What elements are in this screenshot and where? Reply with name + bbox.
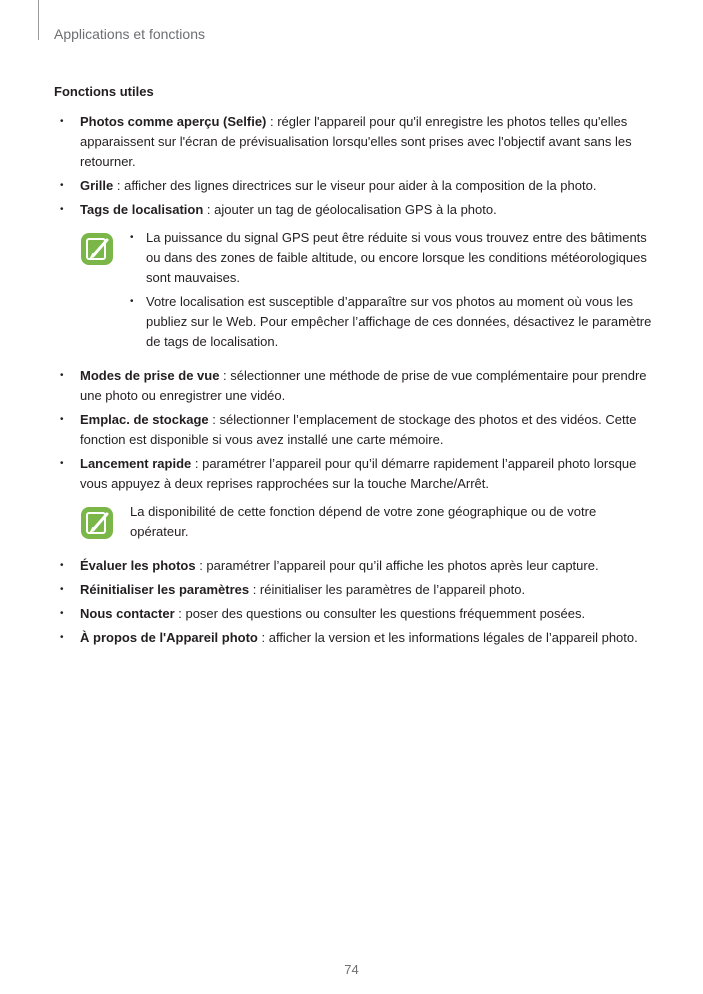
bullet: • (130, 296, 134, 307)
item-term: Lancement rapide (80, 456, 192, 471)
bullet: • (60, 204, 64, 215)
list-item-storage-location (54, 410, 654, 450)
list-item-contact-us (54, 604, 654, 624)
item-term: Évaluer les photos (80, 558, 196, 573)
item-term: Emplac. de stockage (80, 412, 209, 427)
note-item (130, 292, 654, 352)
note-quick-launch (80, 502, 654, 542)
note-text: La disponibilité de cette fonction dépend de votre zone géographique ou de votre opérateur. (130, 504, 597, 539)
item-description: : régler l'appareil pour qu'il enregistre les photos telles qu'elles apparaissent sur l'écran de prévisualisation lorsqu'elles sont prises avec l'objectif avant sans les retourner. (80, 114, 632, 169)
item-term: Grille (80, 178, 114, 193)
item-description: : réinitialiser les paramètres de l’appareil photo. (249, 582, 526, 597)
header-section-title: Applications et fonctions (54, 26, 205, 42)
item-description: : sélectionner une méthode de prise de vue complémentaire pour prendre une photo ou enregistrer une vidéo. (80, 368, 647, 403)
item-description: : ajouter un tag de géolocalisation GPS à la photo. (203, 202, 497, 217)
section-heading: Fonctions utiles (54, 84, 154, 99)
list-item-shooting-modes (54, 366, 654, 406)
item-term: Photos comme aperçu (Selfie) (80, 114, 267, 129)
note-text: La puissance du signal GPS peut être réduite si vous vous trouvez entre des bâtiments ou dans des zones de faible altitude, ou encore lorsque les conditions météorologiques sont mauvaises. (146, 230, 647, 285)
note-location (80, 228, 654, 352)
list-item-selfie-preview (54, 112, 654, 172)
bullet: • (60, 370, 64, 381)
list-item-about-camera (54, 628, 654, 648)
list-item-location-tags (54, 200, 654, 220)
bullet: • (60, 414, 64, 425)
note-pencil-icon (80, 506, 114, 540)
list-item-quick-launch (54, 454, 654, 494)
bullet: • (60, 608, 64, 619)
list-item-review-photos (54, 556, 654, 576)
content (54, 112, 654, 652)
header-rule (38, 0, 39, 40)
item-description: : sélectionner l’emplacement de stockage des photos et des vidéos. Cette fonction est disponible si vous avez installé une carte mémoire. (80, 412, 637, 447)
item-term: Réinitialiser les paramètres (80, 582, 250, 597)
item-description: : poser des questions ou consulter les questions fréquemment posées. (174, 606, 586, 621)
note-text: Votre localisation est susceptible d’apparaître sur vos photos au moment où vous les publiez sur le Web. Pour empêcher l’affichage de ces données, désactivez le paramètre de tags de localisation. (146, 294, 652, 349)
bullet: • (60, 584, 64, 595)
bullet: • (60, 116, 64, 127)
item-description: : afficher la version et les informations légales de l’appareil photo. (257, 630, 638, 645)
page-number: 74 (344, 962, 359, 977)
item-term: À propos de l'Appareil photo (80, 630, 258, 645)
note-item (130, 228, 654, 288)
bullet: • (60, 458, 64, 469)
bullet: • (60, 560, 64, 571)
item-term: Nous contacter (80, 606, 175, 621)
note-pencil-icon (80, 232, 114, 266)
bullet: • (130, 232, 134, 243)
item-term: Modes de prise de vue (80, 368, 220, 383)
bullet: • (60, 632, 64, 643)
item-term: Tags de localisation (80, 202, 204, 217)
list-item-reset-settings (54, 580, 654, 600)
item-description: : afficher des lignes directrices sur le viseur pour aider à la composition de la photo. (113, 178, 597, 193)
item-description: : paramétrer l’appareil pour qu’il affiche les photos après leur capture. (195, 558, 599, 573)
list-item-grid (54, 176, 654, 196)
item-description: : paramétrer l’appareil pour qu’il démarre rapidement l’appareil photo lorsque vous appuyez à deux reprises rapprochées sur la touche Marche/Arrêt. (80, 456, 637, 491)
bullet: • (60, 180, 64, 191)
